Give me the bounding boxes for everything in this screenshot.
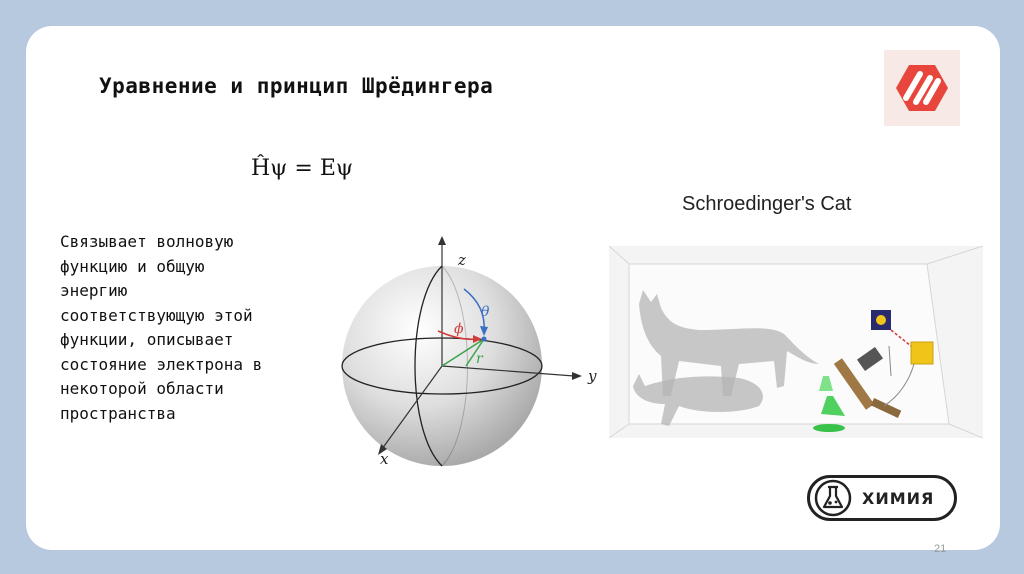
- schrodinger-cat-illustration: [609, 246, 983, 438]
- axis-label-x: x: [380, 450, 389, 468]
- r-label: r: [476, 351, 483, 367]
- phi-label: ϕ: [454, 321, 464, 337]
- sphere-diagram: [326, 221, 606, 471]
- brand-logo-icon: [884, 50, 960, 126]
- schrodinger-formula: Ĥψ = Eψ: [251, 156, 354, 181]
- axis-label-z: z: [458, 251, 466, 269]
- chemistry-badge: [807, 475, 957, 521]
- axis-label-y: y: [588, 367, 597, 385]
- slide-title: Уравнение и принцип Шрёдингера: [99, 74, 494, 98]
- cat-title: Schroedinger's Cat: [682, 193, 852, 215]
- chemistry-flask-icon: [814, 479, 852, 517]
- slide: [26, 26, 1000, 555]
- theta-label: θ: [481, 304, 490, 320]
- description-text: Связывает волновую функцию и общую энергию соответствующую этой функции, описывает состояние электрона в некоторой области пространства: [60, 232, 263, 423]
- chemistry-label: ХИМИЯ: [862, 488, 935, 508]
- page-number: 21: [934, 543, 947, 555]
